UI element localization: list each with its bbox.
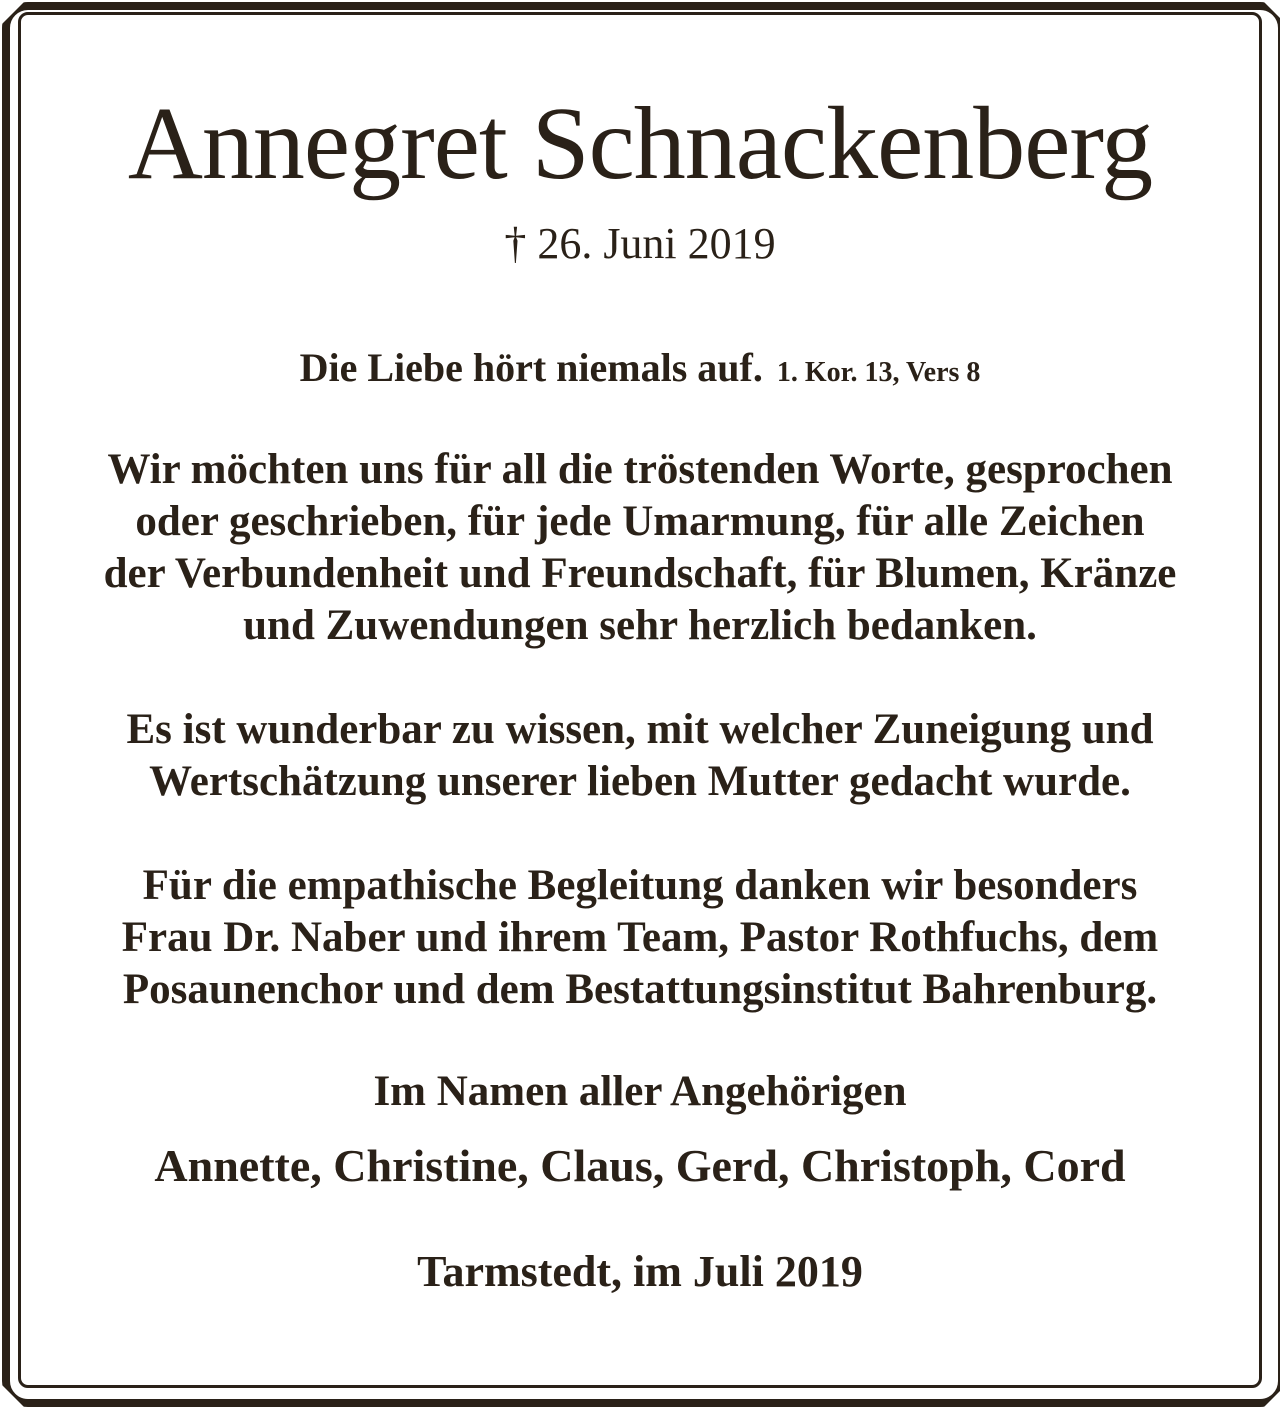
death-date: † 26. Juni 2019 [504, 219, 776, 268]
paragraph-line: Wir möchten uns für all die tröstenden Worte, gesprochen [107, 446, 1173, 493]
family-names: Annette, Christine, Claus, Gerd, Christoph, Cord [154, 1140, 1126, 1191]
deceased-name: Annegret Schnackenberg [127, 86, 1153, 201]
quote-reference: 1. Kor. 13, Vers 8 [776, 357, 981, 388]
place-and-date: Tarmstedt, im Juli 2019 [417, 1247, 863, 1296]
paragraph-line: Es ist wunderbar zu wissen, mit welcher Zuneigung und [126, 706, 1154, 753]
paragraph-line: Wertschätzung unserer lieben Mutter gedacht wurde. [149, 758, 1131, 805]
thanks-paragraph [40, 444, 1240, 652]
on-behalf-line: Im Namen aller Angehörigen [373, 1068, 907, 1115]
paragraph-line: oder geschrieben, für jede Umarmung, für alle Zeichen [135, 498, 1145, 545]
paragraph-line: Für die empathische Begleitung danken wir besonders [142, 862, 1138, 909]
paragraph-line: Posaunenchor und dem Bestattungsinstitut Bahrenburg. [122, 966, 1158, 1013]
paragraph-line: Frau Dr. Naber und ihrem Team, Pastor Rothfuchs, dem [121, 914, 1159, 961]
quote-text: Die Liebe hört niemals auf. [299, 345, 763, 390]
paragraph-line: und Zuwendungen sehr herzlich bedanken. [243, 602, 1037, 649]
appreciation-paragraph [40, 704, 1240, 808]
special-thanks-paragraph [40, 860, 1240, 1016]
bible-quote [40, 345, 1240, 390]
paragraph-line: der Verbundenheit und Freundschaft, für Blumen, Kränze [103, 550, 1177, 597]
